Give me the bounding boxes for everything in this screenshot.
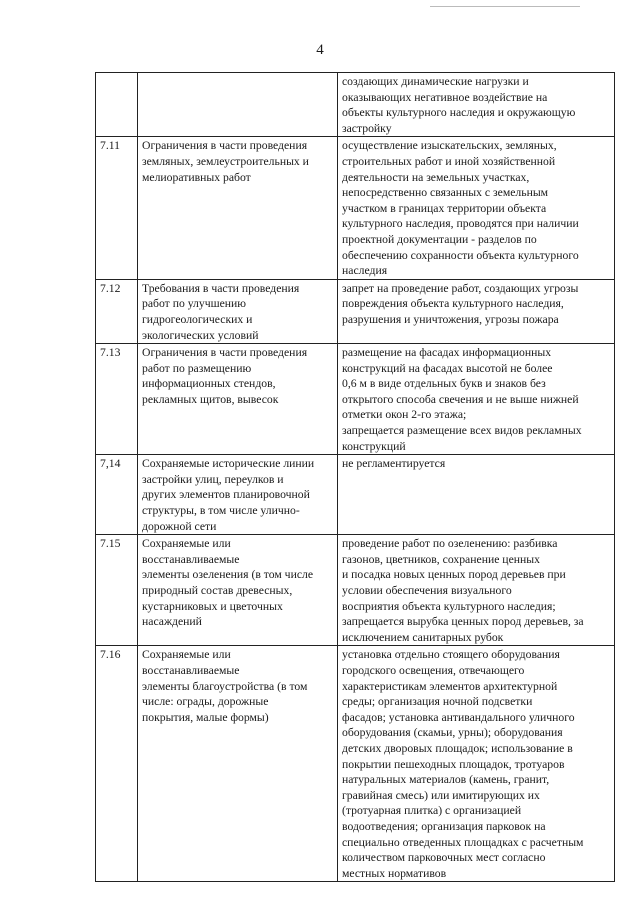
row-number-cell [96,646,138,882]
row-number-cell [96,344,138,455]
regulation-name-cell [138,73,338,137]
row-number-cell [96,279,138,343]
regulation-description-cell [338,137,615,279]
regulation-name: Сохраняемые исторические линии застройки улиц, переулков и других элементов планировочной структуры, в том числе улично- дорожной сети [142,457,315,533]
row-number-cell [96,137,138,279]
regulation-description: проведение работ по озеленению: разбивка газонов, цветников, сохранение ценных и посадка новых ценных пород деревьев при условии обеспечения визуального восприятия объекта культурного наследия; запрещается вырубка ценных пород деревьев, за исключением санитарных рубок [342,537,584,644]
row-number: 7.11 [100,139,121,153]
regulation-name-cell [138,455,338,535]
regulation-name: Ограничения в части проведения работ по размещению информационных стендов, рекламных щитов, вывесок [142,346,308,406]
regulation-name-cell [138,137,338,279]
regulation-description: размещение на фасадах информационных конструкций на фасадах высотой не более 0,6 м в виде отдельных букв и знаков без открытого способа свечения и не выше нижней отметки окон 2-го этажа; запрещается размещение всех видов рекламных конструкций [342,346,582,453]
regulation-description: не регламентируется [342,457,446,471]
regulation-description-cell [338,344,615,455]
regulation-description: установка отдельно стоящего оборудования городского освещения, отвечающего характеристикам элементов архитектурной среды; организация ночной подсветки фасадов; установка антивандального уличного оборудования (скамьи, урны); оборудования детских дворовых площадок; использование в покрытии пешеходных площадок, тротуаров натуральных материалов (камень, гранит, гравийная смесь) или имитирующих их (тротуарная плитка) с организацией водоотведения; организация парковок на специально отведенных площадках с расчетным количеством парковочных мест согласно местных нормативов [342,648,584,880]
regulation-name-cell [138,344,338,455]
regulation-name: Ограничения в части проведения земляных, землеустроительных и мелиоративных работ [142,139,309,184]
table-row [96,455,615,535]
regulation-description-cell [338,646,615,882]
regulation-description-cell [338,279,615,343]
table-row [96,73,615,137]
scan-artifact-line [430,6,580,7]
regulation-name: Сохраняемые или восстанавливаемые элементы озеленения (в том числе природный состав древесных, кустарниковых и цветочных насаждений [142,537,314,629]
regulation-name-cell [138,279,338,343]
regulations-table-body [96,73,615,882]
row-number: 7.13 [100,346,121,360]
row-number-cell [96,455,138,535]
regulation-description: осуществление изыскательских, земляных, строительных работ и иной хозяйственной деятельности на земельных участках, непосредственно связанных с земельным участком в границах территории объекта культурного наследия, проводятся при наличии проектной документации - разделов по обеспечению сохранности объекта культурного наследия [342,139,579,278]
regulation-name-cell [138,535,338,646]
regulation-name: Требования в части проведения работ по улучшению гидрогеологических и экологических условий [142,281,300,342]
regulations-table [95,72,615,882]
row-number: 7,14 [100,457,121,471]
table-row [96,646,615,882]
regulation-description-cell [338,455,615,535]
table-row [96,137,615,279]
regulation-name: Сохраняемые или восстанавливаемые элементы благоустройства (в том числе: ограды, дорожные покрытия, малые формы) [142,648,308,724]
row-number-cell [96,535,138,646]
table-row [96,344,615,455]
row-number: 7.15 [100,537,121,551]
regulation-description-cell [338,535,615,646]
row-number: 7.16 [100,648,121,662]
table-row [96,535,615,646]
regulation-description: создающих динамические нагрузки и оказывающих негативное воздействие на объекты культурного наследия и окружающую застройку [342,75,576,135]
table-row [96,279,615,343]
row-number: 7.12 [100,281,121,295]
regulation-description: запрет на проведение работ, создающих угрозы повреждения объекта культурного наследия, разрушения и уничтожения, угрозы пожара [342,281,579,326]
regulation-name-cell [138,646,338,882]
page-number: 4 [316,42,324,58]
row-number-cell [96,73,138,137]
regulation-description-cell [338,73,615,137]
